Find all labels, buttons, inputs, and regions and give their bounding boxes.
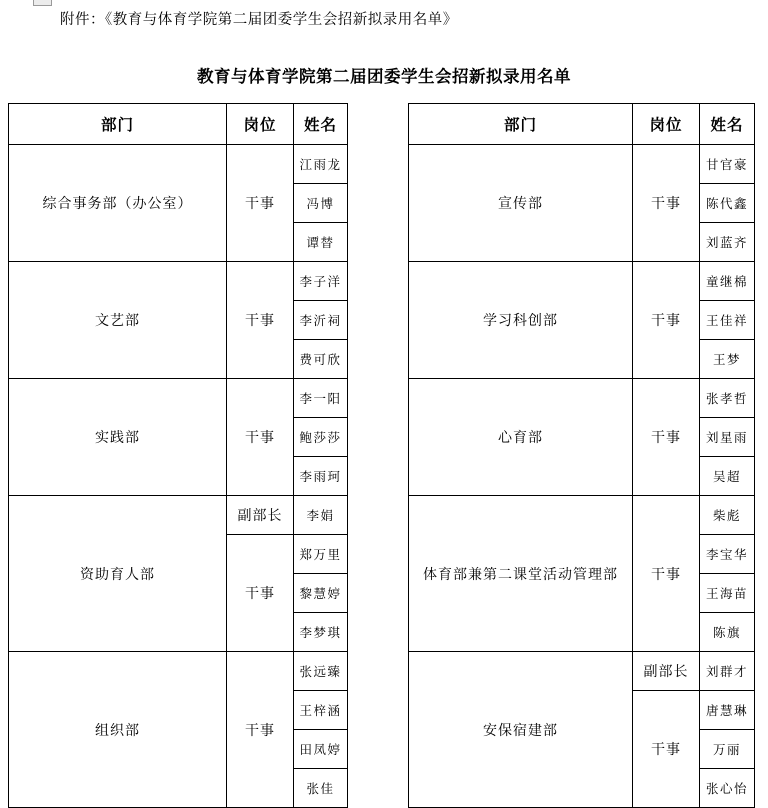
position-cell: 干事 bbox=[227, 145, 294, 262]
position-cell: 干事 bbox=[633, 145, 700, 262]
table-row bbox=[9, 262, 348, 301]
department-cell: 学习科创部 bbox=[409, 262, 633, 379]
department-cell: 文艺部 bbox=[9, 262, 227, 379]
attachment-reference-line: 附件：《教育与体育学院第二届团委学生会招新拟录用名单》 bbox=[60, 12, 458, 28]
table-row bbox=[409, 379, 755, 418]
name-cell: 李子洋 bbox=[294, 262, 348, 301]
name-cell: 张佳 bbox=[294, 769, 348, 808]
department-cell: 体育部兼第二课堂活动管理部 bbox=[409, 496, 633, 652]
department-cell: 安保宿建部 bbox=[409, 652, 633, 808]
name-cell: 郑万里 bbox=[294, 535, 348, 574]
position-cell: 干事 bbox=[227, 652, 294, 808]
position-cell: 干事 bbox=[633, 262, 700, 379]
page-top-artifact bbox=[33, 0, 52, 6]
position-cell: 干事 bbox=[227, 379, 294, 496]
name-cell: 童继棉 bbox=[700, 262, 755, 301]
table-row bbox=[409, 496, 755, 535]
name-cell: 唐慧琳 bbox=[700, 691, 755, 730]
name-cell: 陈代鑫 bbox=[700, 184, 755, 223]
name-cell: 陈旗 bbox=[700, 613, 755, 652]
name-cell: 李梦琪 bbox=[294, 613, 348, 652]
name-cell: 黎慧婷 bbox=[294, 574, 348, 613]
column-header-0: 部门 bbox=[409, 104, 633, 145]
page-title: 教育与体育学院第二届团委学生会招新拟录用名单 bbox=[197, 67, 571, 86]
header-row bbox=[409, 104, 755, 145]
table-row bbox=[9, 145, 348, 184]
name-cell: 李宝华 bbox=[700, 535, 755, 574]
department-cell: 实践部 bbox=[9, 379, 227, 496]
table-row bbox=[409, 652, 755, 691]
name-cell: 柴彪 bbox=[700, 496, 755, 535]
position-cell: 副部长 bbox=[633, 652, 700, 691]
name-cell: 田凤婷 bbox=[294, 730, 348, 769]
name-cell: 万丽 bbox=[700, 730, 755, 769]
position-cell: 干事 bbox=[227, 535, 294, 652]
name-cell: 江雨龙 bbox=[294, 145, 348, 184]
table-header-row-right bbox=[409, 104, 755, 145]
name-cell: 李一阳 bbox=[294, 379, 348, 418]
table-row bbox=[409, 145, 755, 184]
name-cell: 刘蓝齐 bbox=[700, 223, 755, 262]
name-cell: 王梦 bbox=[700, 340, 755, 379]
position-cell: 干事 bbox=[633, 379, 700, 496]
name-cell: 鲍莎莎 bbox=[294, 418, 348, 457]
department-cell: 资助育人部 bbox=[9, 496, 227, 652]
column-header-1: 岗位 bbox=[633, 104, 700, 145]
name-cell: 张孝哲 bbox=[700, 379, 755, 418]
name-cell: 吴超 bbox=[700, 457, 755, 496]
column-header-0: 部门 bbox=[9, 104, 227, 145]
recruitment-table-left bbox=[8, 103, 348, 808]
name-cell: 王海苗 bbox=[700, 574, 755, 613]
table-row bbox=[9, 496, 348, 535]
recruitment-table-right bbox=[408, 103, 755, 808]
name-cell: 王佳祥 bbox=[700, 301, 755, 340]
name-cell: 刘群才 bbox=[700, 652, 755, 691]
name-cell: 李娟 bbox=[294, 496, 348, 535]
position-cell: 干事 bbox=[227, 262, 294, 379]
department-cell: 宣传部 bbox=[409, 145, 633, 262]
position-cell: 干事 bbox=[633, 691, 700, 808]
name-cell: 刘星雨 bbox=[700, 418, 755, 457]
name-cell: 谭替 bbox=[294, 223, 348, 262]
name-cell: 王梓涵 bbox=[294, 691, 348, 730]
header-row bbox=[9, 104, 348, 145]
table-row bbox=[9, 379, 348, 418]
department-cell: 组织部 bbox=[9, 652, 227, 808]
name-cell: 冯博 bbox=[294, 184, 348, 223]
name-cell: 甘官豪 bbox=[700, 145, 755, 184]
table-header-row-left bbox=[9, 104, 348, 145]
column-header-2: 姓名 bbox=[700, 104, 755, 145]
name-cell: 张远臻 bbox=[294, 652, 348, 691]
table-row bbox=[409, 262, 755, 301]
department-cell: 心育部 bbox=[409, 379, 633, 496]
name-cell: 费可欣 bbox=[294, 340, 348, 379]
name-cell: 李沂祠 bbox=[294, 301, 348, 340]
name-cell: 张心怡 bbox=[700, 769, 755, 808]
table-row bbox=[9, 652, 348, 691]
column-header-1: 岗位 bbox=[227, 104, 294, 145]
department-cell: 综合事务部（办公室） bbox=[9, 145, 227, 262]
name-cell: 李雨珂 bbox=[294, 457, 348, 496]
position-cell: 干事 bbox=[633, 496, 700, 652]
column-header-2: 姓名 bbox=[294, 104, 348, 145]
position-cell: 副部长 bbox=[227, 496, 294, 535]
